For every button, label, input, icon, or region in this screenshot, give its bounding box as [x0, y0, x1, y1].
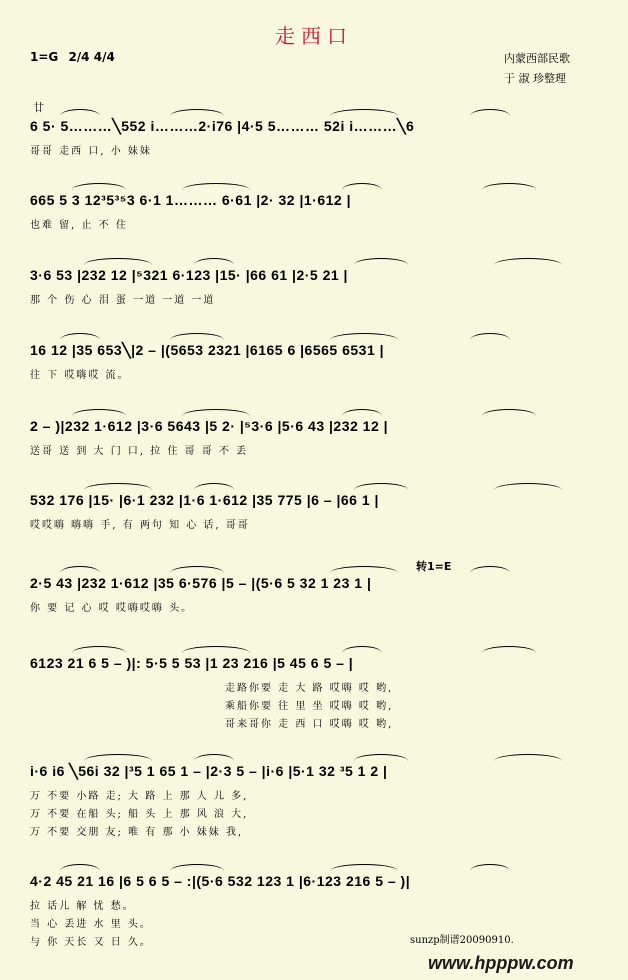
slur-mark: [170, 864, 224, 871]
slur-mark: [60, 333, 100, 340]
slur-mark: [60, 109, 100, 116]
slur-mark: [330, 333, 398, 340]
slur-mark: [84, 483, 152, 490]
slur-mark: [182, 409, 250, 416]
slur-mark: [84, 754, 152, 761]
slur-mark: [494, 483, 562, 490]
song-origin: 内蒙西部民歌: [504, 52, 570, 65]
slur-mark: [170, 109, 224, 116]
slur-mark: [470, 109, 510, 116]
lyric-line: 哎哎嗨 嗨嗨 手, 有 两句 知 心 话, 哥哥: [30, 520, 250, 531]
slur-mark: [470, 864, 510, 871]
slur-mark: [60, 566, 100, 573]
slur-mark: [482, 646, 536, 653]
slur-mark: [60, 864, 100, 871]
slur-mark: [170, 333, 224, 340]
slur-mark: [194, 754, 234, 761]
lyric-line: 那 个 伤 心 泪 蛋 一道 一道 一道: [30, 295, 216, 306]
slur-mark: [84, 258, 152, 265]
lyric-line: 与 你 天长 又 日 久。: [30, 937, 152, 948]
slur-mark: [194, 483, 234, 490]
notation-row: 3·6 53 |232 12 |⁵321 6·123 |15· |66 61 |2·5 21 |: [30, 267, 348, 283]
slur-mark: [342, 646, 382, 653]
lyric-line: 也难 留, 止 不 住: [30, 220, 128, 231]
slur-mark: [494, 258, 562, 265]
notation-row: 6123 21 6 5 – )|: 5·5 5 53 |1 23 216 |5 45 6 5 – |: [30, 655, 354, 671]
notation-row: i·6 i6 ╲56i 32 |³5 1 65 1 – |2·3 5 – |i·6 |5·1 32 ³5 1 2 |: [30, 763, 388, 779]
slur-mark: [342, 409, 382, 416]
notation-row: 2·5 43 |232 1·612 |35 6·576 |5 – |(5·6 5 32 1 23 1 |: [30, 575, 372, 591]
section-label: 廿: [33, 101, 44, 114]
lyric-line: 哥来哥你 走 西 口 哎嗨 哎 哟,: [225, 719, 394, 730]
time-signature: 2/4 4/4: [68, 50, 115, 64]
key-value: 1=G: [30, 50, 59, 64]
slur-mark: [342, 183, 382, 190]
lyric-line: 万 不要 交朋 友; 唯 有 那 小 妹妹 我,: [30, 827, 244, 838]
slur-mark: [470, 566, 510, 573]
slur-mark: [330, 864, 398, 871]
slur-mark: [470, 333, 510, 340]
lyric-line: 万 不要 小路 走; 大 路 上 那 人 儿 多,: [30, 791, 249, 802]
slur-mark: [330, 566, 398, 573]
lyric-line: 当 心 丢进 水 里 头。: [30, 919, 152, 930]
lyric-line: 万 不要 在船 头; 船 头 上 那 风 浪 大,: [30, 809, 249, 820]
notation-row: 532 176 |15· |6·1 232 |1·6 1·612 |35 775 |6 – |66 1 |: [30, 492, 379, 508]
notation-row: 4·2 45 21 16 |6 5 6 5 – :|(5·6 532 123 1 |6·123 216 5 – )|: [30, 873, 411, 889]
arranger-credit: 于 淑 珍整理: [504, 72, 566, 85]
lyric-line: 拉 话儿 解 忧 愁。: [30, 901, 135, 912]
lyric-line: 送哥 送 到 大 门 口, 拉 住 哥 哥 不 丢: [30, 446, 249, 457]
lyric-line: 你 要 记 心 哎 哎嗨哎嗨 头。: [30, 603, 194, 614]
lyric-line: 走路你要 走 大 路 哎嗨 哎 哟,: [225, 683, 394, 694]
slur-mark: [354, 258, 408, 265]
notation-row: 665 5 3 12³5³⁵3 6·1 1……… 6·61 |2· 32 |1·612 |: [30, 192, 351, 208]
slur-mark: [182, 646, 250, 653]
notation-row: 16 12 |35 653╲|2 – |(5653 2321 |6165 6 |6565 6531 |: [30, 342, 385, 358]
slur-mark: [330, 109, 398, 116]
slur-mark: [72, 183, 126, 190]
modulation-label: 转1=E: [416, 560, 452, 573]
song-title: 走西口: [275, 24, 353, 48]
slur-mark: [170, 566, 224, 573]
key-signature: [30, 50, 115, 64]
transcriber-signature: sunzp制谱20090910.: [410, 935, 514, 946]
slur-mark: [482, 409, 536, 416]
lyric-line: 往 下 哎嗨哎 流。: [30, 370, 130, 381]
slur-mark: [182, 183, 250, 190]
slur-mark: [354, 754, 408, 761]
notation-row: 2 – )|232 1·612 |3·6 5643 |5 2· |⁵3·6 |5·6 43 |232 12 |: [30, 418, 389, 434]
slur-mark: [72, 409, 126, 416]
slur-mark: [72, 646, 126, 653]
slur-mark: [482, 183, 536, 190]
lyric-line: 哥哥 走西 口, 小 妹妹: [30, 146, 152, 157]
slur-mark: [194, 258, 234, 265]
slur-mark: [354, 483, 408, 490]
notation-row: 6 5· 5………╲552 i………2·i76 |4·5 5……… 52i i………╲6: [30, 118, 415, 134]
lyric-line: 乘船你要 往 里 坐 哎嗨 哎 哟,: [225, 701, 394, 712]
slur-mark: [494, 754, 562, 761]
watermark: www.hpppw.com: [428, 953, 574, 973]
